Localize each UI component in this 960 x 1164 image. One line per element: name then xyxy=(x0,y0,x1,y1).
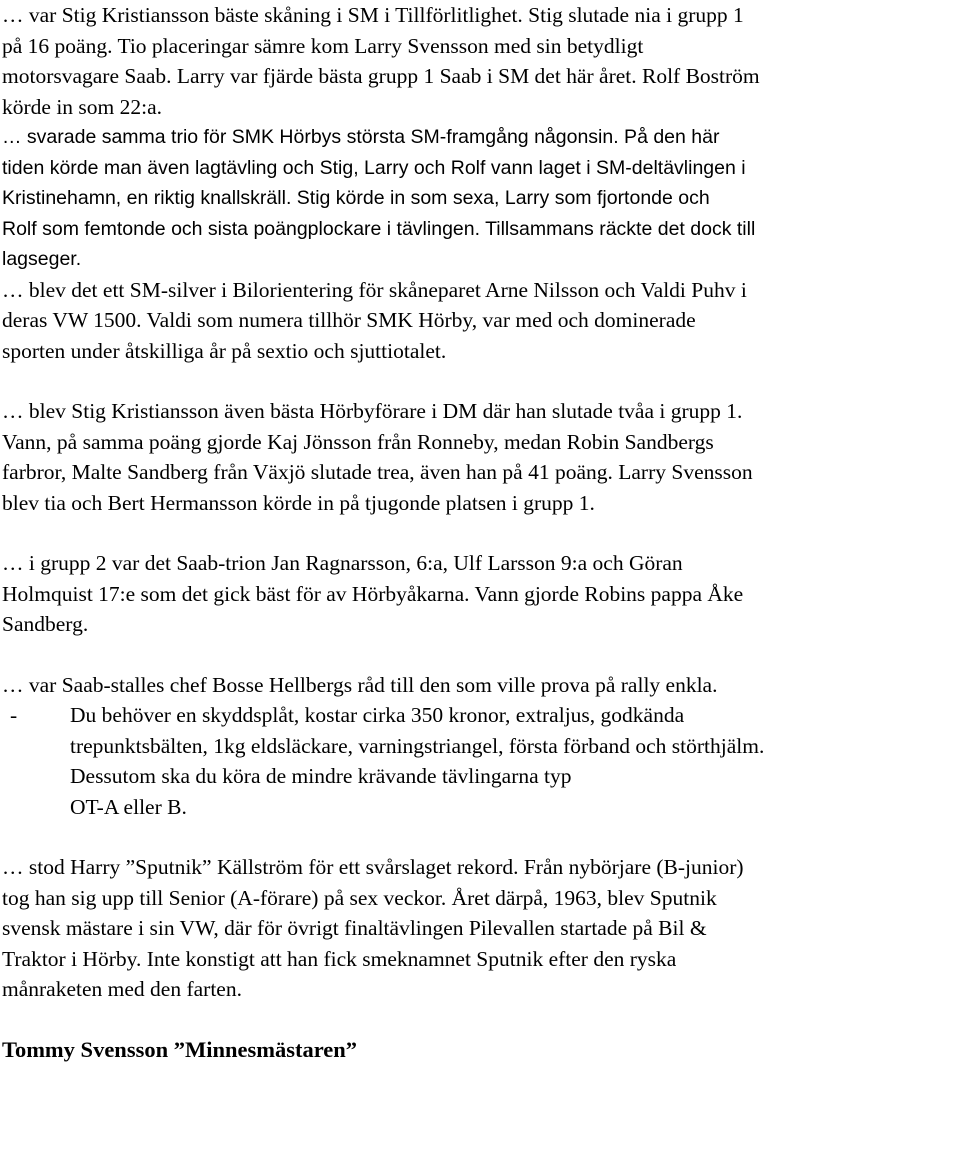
text-line: svensk mästare i sin VW, där för övrigt finaltävlingen Pilevallen startade på Bil & xyxy=(2,916,707,940)
text-line: tog han sig upp till Senior (A-förare) på sex veckor. Året därpå, 1963, blev Sputnik xyxy=(2,885,717,910)
paragraph-spacer xyxy=(2,640,958,670)
text-line: OT-A eller B. xyxy=(70,794,187,819)
text-line: trepunktsbälten, 1kg eldsläckare, varningstriangel, första förband och störthjälm. xyxy=(70,733,765,758)
paragraph-spacer xyxy=(2,366,958,396)
paragraph-spacer xyxy=(2,518,958,548)
text-line: lagseger. xyxy=(2,248,82,270)
text-line: Du behöver en skyddsplåt, kostar cirka 350 kronor, extraljus, godkända xyxy=(70,703,685,727)
text-line: deras VW 1500. Valdi som numera tillhör SMK Hörby, var med och dominerade xyxy=(2,308,696,332)
text-line: farbror, Malte Sandberg från Växjö slutade trea, även han på 41 poäng. Larry Svensson xyxy=(2,460,753,484)
text-line: Holmquist 17:e som det gick bäst för av Hörbyåkarna. Vann gjorde Robins pappa Åke xyxy=(2,581,744,606)
text-line: blev tia och Bert Hermansson körde in på tjugonde platsen i grupp 1. xyxy=(2,490,595,515)
text-line: Rolf som femtonde och sista poängplockare i tävlingen. Tillsammans räckte det dock till xyxy=(2,217,756,240)
text-line: månraketen med den farten. xyxy=(2,977,242,1001)
paragraph-sm-silver-bilorientering xyxy=(2,275,958,367)
text-line: Vann, på samma poäng gjorde Kaj Jönsson från Ronneby, medan Robin Sandbergs xyxy=(2,429,714,454)
text-line: motorsvagare Saab. Larry var fjärde bästa grupp 1 Saab i SM det här året. Rolf Boström xyxy=(2,64,760,88)
text-line: … blev Stig Kristiansson även bästa Hörbyförare i DM där han slutade tvåa i grupp 1. xyxy=(2,399,743,423)
paragraph-sputnik-record xyxy=(2,852,958,1005)
text-line: sporten under åtskilliga år på sextio och sjuttiotalet. xyxy=(2,338,447,363)
paragraph-smk-horby-trio xyxy=(2,122,958,275)
text-line: … svarade samma trio för SMK Hörbys största SM-framgång någonsin. På den här xyxy=(2,126,720,148)
text-line: Kristinehamn, en riktig knallskräll. Stig körde in som sexa, Larry som fjortonde och xyxy=(2,187,710,209)
paragraph-saab-advice xyxy=(2,670,958,701)
list-bullet: - xyxy=(10,703,18,727)
text-line: Dessutom ska du köra de mindre krävande tävlingarna typ xyxy=(70,764,572,788)
document-page xyxy=(2,0,958,1065)
paragraph-grupp-2 xyxy=(2,548,958,640)
section-heading: Tommy Svensson ”Minnesmästaren” xyxy=(2,1036,358,1062)
text-line: körde in som 22:a. xyxy=(2,94,163,119)
text-line: … var Stig Kristiansson bäste skåning i SM i Tillförlitlighet. Stig slutade nia i grupp 1 xyxy=(2,3,744,27)
text-line: … blev det ett SM-silver i Bilorientering för skåneparet Arne Nilsson och Valdi Puhv i xyxy=(2,277,747,302)
paragraph-stig-kristiansson-sm xyxy=(2,0,958,122)
paragraph-dm-results xyxy=(2,396,958,518)
text-line: Traktor i Hörby. Inte konstigt att han fick smeknamnet Sputnik efter den ryska xyxy=(2,946,677,971)
paragraph-spacer xyxy=(2,1005,958,1035)
text-line: Sandberg. xyxy=(2,612,89,636)
list-item xyxy=(2,700,958,822)
advice-list xyxy=(2,700,958,822)
text-line: … i grupp 2 var det Saab-trion Jan Ragnarsson, 6:a, Ulf Larsson 9:a och Göran xyxy=(2,551,683,575)
text-line: … stod Harry ”Sputnik” Källström för ett svårslaget rekord. Från nybörjare (B-junior) xyxy=(2,855,744,879)
text-line: … var Saab-stalles chef Bosse Hellbergs råd till den som ville prova på rally enkla. xyxy=(2,672,718,697)
text-line: på 16 poäng. Tio placeringar sämre kom Larry Svensson med sin betydligt xyxy=(2,33,644,58)
text-line: tiden körde man även lagtävling och Stig, Larry och Rolf vann laget i SM-deltävlingen i xyxy=(2,156,746,179)
list-item-text xyxy=(70,700,958,822)
paragraph-spacer xyxy=(2,822,958,852)
